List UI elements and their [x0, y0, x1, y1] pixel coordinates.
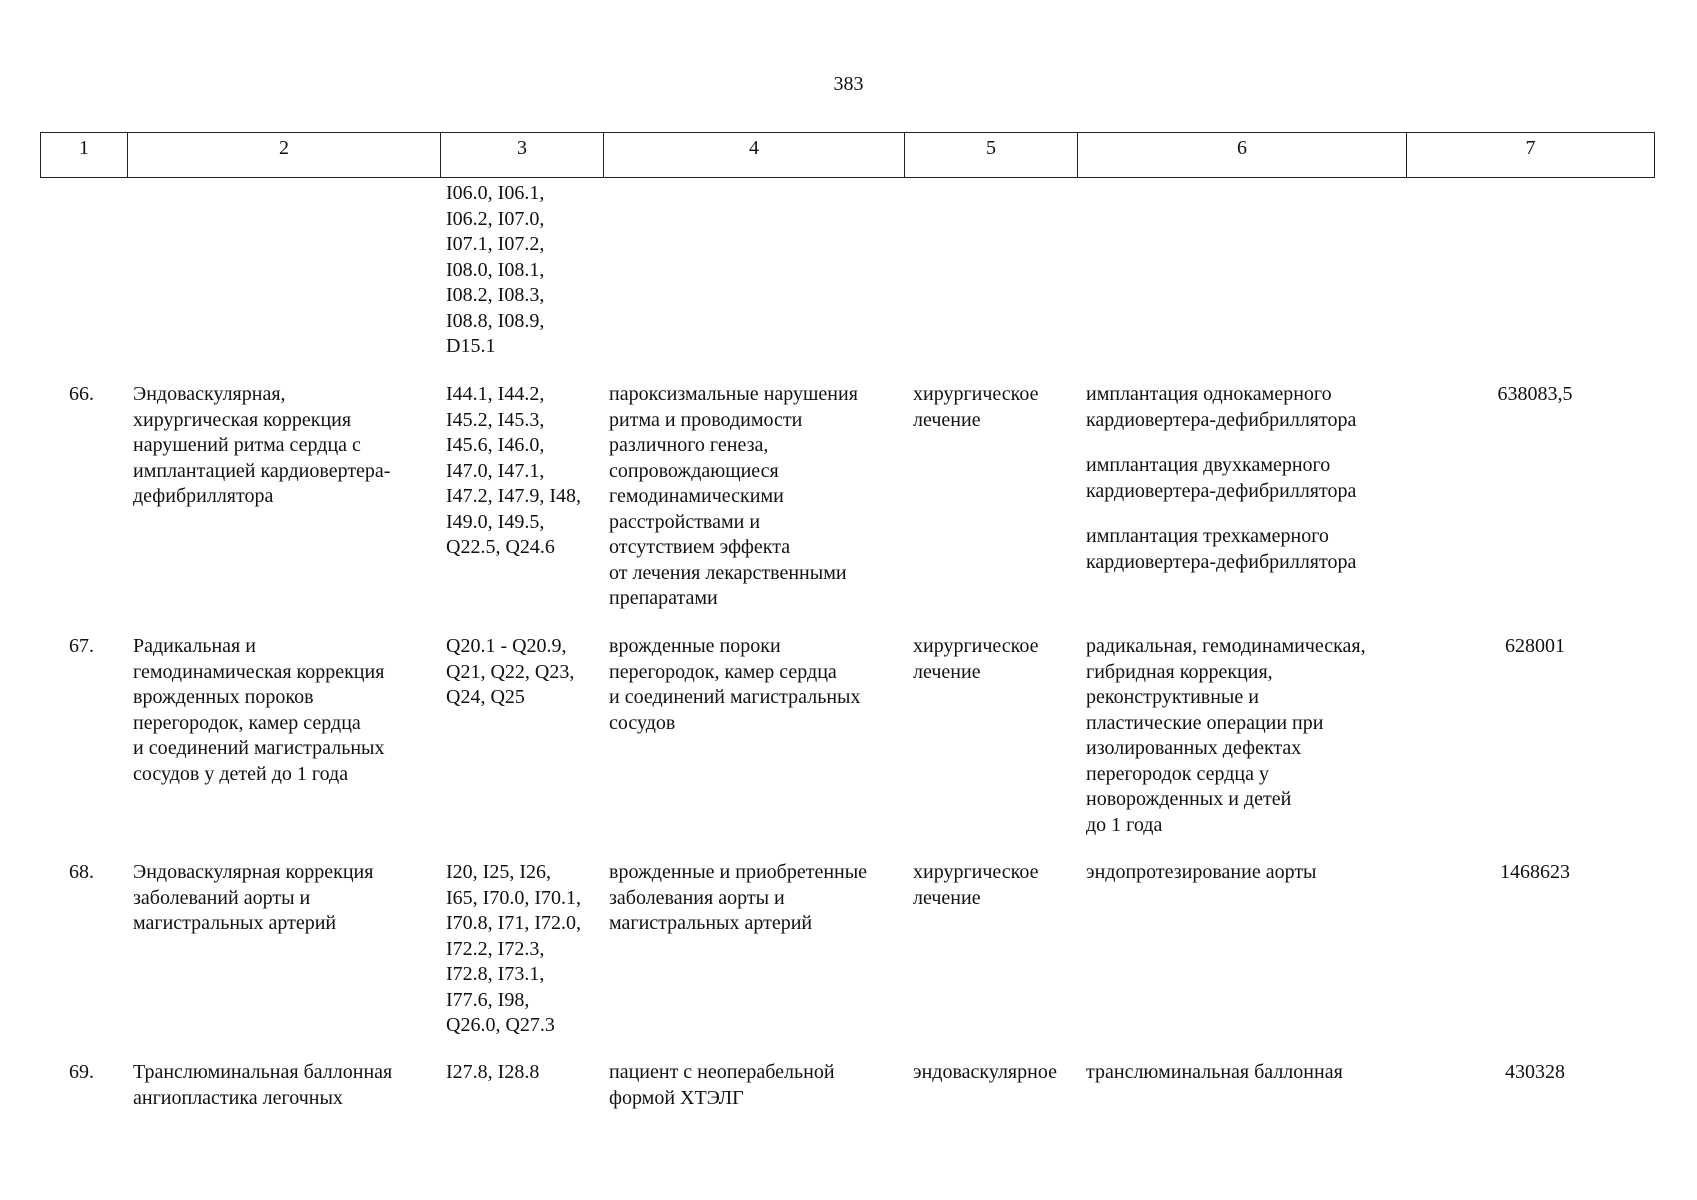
header-col-3: 3: [441, 133, 604, 178]
code-line: Q24, Q25: [446, 686, 525, 708]
name-line: сосудов у детей до 1 года: [133, 762, 349, 785]
row-methods: [1086, 860, 1317, 886]
row-name: [133, 634, 384, 787]
code-line: I27.8, I28.8: [446, 1061, 540, 1083]
method-line: кардиовертера-дефибриллятора: [1086, 408, 1357, 431]
code-line: I08.2, I08.3,: [446, 284, 545, 306]
header-col-5: 5: [905, 133, 1078, 178]
method-line: новорожденных и детей: [1086, 788, 1292, 810]
row-number: 66.: [69, 383, 94, 405]
method-line: перегородок сердца у: [1086, 762, 1269, 785]
method-line: реконструктивные и: [1086, 686, 1259, 708]
treatment-line: лечение: [913, 408, 981, 431]
row-treatment: [913, 1060, 1057, 1086]
name-line: дефибриллятора: [133, 485, 274, 507]
row-number: 67.: [69, 635, 94, 657]
row-methods: [1086, 382, 1356, 575]
header-col-6: 6: [1078, 133, 1407, 178]
method-line: имплантация однокамерного: [1086, 383, 1332, 405]
treatment-line: лечение: [913, 660, 981, 683]
header-col-2: 2: [128, 133, 441, 178]
header-col-1: 1: [41, 133, 128, 178]
row-treatment: [913, 634, 1038, 685]
name-line: врожденных пороков: [133, 686, 314, 708]
model-line: перегородок, камер сердца: [609, 660, 837, 683]
method-line: изолированных дефектах: [1086, 737, 1302, 759]
name-line: перегородок, камер сердца: [133, 711, 361, 734]
row-model: [609, 382, 858, 612]
code-line: I07.1, I07.2,: [446, 233, 545, 255]
treatment-line: лечение: [913, 886, 981, 909]
row-methods: [1086, 1060, 1343, 1086]
model-line: и соединений магистральных: [609, 686, 861, 708]
code-line: I47.2, I47.9, I48,: [446, 485, 581, 507]
model-line: магистральных артерий: [609, 912, 813, 934]
code-line: I06.0, I06.1,: [446, 182, 545, 204]
method-line: кардиовертера-дефибриллятора: [1086, 550, 1357, 573]
method-line: имплантация двухкамерного: [1086, 454, 1331, 476]
code-line: D15.1: [446, 335, 496, 357]
treatment-line: хирургическое: [913, 861, 1039, 883]
code-line: Q20.1 - Q20.9,: [446, 635, 567, 657]
name-line: хирургическая коррекция: [133, 408, 352, 431]
row-cost: 628001: [1505, 635, 1565, 657]
code-line: I44.1, I44.2,: [446, 383, 545, 405]
row-cost: 1468623: [1500, 861, 1570, 883]
code-line: I72.2, I72.3,: [446, 937, 545, 960]
code-line: I45.6, I46.0,: [446, 434, 545, 456]
code-line: I65, I70.0, I70.1,: [446, 886, 581, 909]
row-methods: [1086, 634, 1366, 838]
method-line: имплантация трехкамерного: [1086, 525, 1329, 547]
header-col-4: 4: [604, 133, 905, 178]
code-line: Q26.0, Q27.3: [446, 1014, 555, 1036]
name-line: Радикальная и: [133, 635, 256, 657]
method-line: пластические операции при: [1086, 711, 1324, 734]
name-line: гемодинамическая коррекция: [133, 660, 385, 683]
code-line: I06.2, I07.0,: [446, 207, 545, 230]
model-line: врожденные пороки: [609, 635, 781, 657]
name-line: имплантацией кардиовертера-: [133, 459, 391, 482]
code-line: Q22.5, Q24.6: [446, 536, 555, 558]
code-line: I47.0, I47.1,: [446, 459, 545, 482]
model-line: пароксизмальные нарушения: [609, 383, 858, 405]
treatment-line: хирургическое: [913, 635, 1039, 657]
continuation-codes: [446, 181, 544, 360]
row-codes: [446, 634, 574, 711]
code-line: Q21, Q22, Q23,: [446, 660, 575, 683]
row-cost: 638083,5: [1497, 383, 1573, 405]
code-line: I70.8, I71, I72.0,: [446, 912, 581, 934]
table-header: [40, 132, 1655, 178]
model-line: от лечения лекарственными: [609, 561, 847, 584]
row-name: [133, 382, 390, 510]
method-line: эндопротезирование аорты: [1086, 861, 1317, 883]
model-line: пациент с неоперабельной: [609, 1061, 835, 1083]
code-line: I08.0, I08.1,: [446, 258, 545, 281]
name-line: Эндоваскулярная коррекция: [133, 861, 374, 883]
model-line: врожденные и приобретенные: [609, 861, 868, 883]
page-number: 383: [833, 73, 864, 95]
method-line: радикальная, гемодинамическая,: [1086, 635, 1366, 657]
name-line: магистральных артерий: [133, 912, 337, 934]
code-line: I45.2, I45.3,: [446, 408, 545, 431]
name-line: нарушений ритма сердца с: [133, 434, 361, 456]
name-line: Эндоваскулярная,: [133, 383, 286, 405]
model-line: сопровождающиеся: [609, 459, 779, 482]
method-line: до 1 года: [1086, 813, 1163, 836]
row-model: [609, 1060, 835, 1111]
code-line: I08.8, I08.9,: [446, 309, 545, 332]
header-col-7: 7: [1407, 133, 1655, 178]
row-number: 68.: [69, 861, 94, 883]
method-line: кардиовертера-дефибриллятора: [1086, 479, 1357, 502]
treatment-line: эндоваскулярное: [913, 1061, 1057, 1083]
row-treatment: [913, 382, 1038, 433]
method-line: гибридная коррекция,: [1086, 660, 1273, 683]
row-codes: [446, 860, 581, 1039]
row-treatment: [913, 860, 1038, 911]
name-line: и соединений магистральных: [133, 737, 385, 759]
row-model: [609, 860, 867, 937]
row-codes: [446, 382, 581, 561]
model-line: формой ХТЭЛГ: [609, 1086, 744, 1109]
name-line: Транслюминальная баллонная: [133, 1061, 393, 1083]
row-codes: [446, 1060, 539, 1086]
name-line: заболеваний аорты и: [133, 886, 311, 909]
model-line: препаратами: [609, 587, 718, 609]
model-line: расстройствами и: [609, 510, 761, 533]
model-line: заболевания аорты и: [609, 886, 785, 909]
model-line: сосудов: [609, 711, 676, 734]
code-line: I20, I25, I26,: [446, 861, 551, 883]
row-name: [133, 1060, 392, 1111]
row-model: [609, 634, 860, 736]
model-line: ритма и проводимости: [609, 408, 803, 431]
treatment-line: хирургическое: [913, 383, 1039, 405]
row-cost: 430328: [1505, 1061, 1565, 1083]
model-line: гемодинамическими: [609, 485, 784, 507]
code-line: I77.6, I98,: [446, 988, 530, 1011]
model-line: различного генеза,: [609, 434, 769, 456]
row-number: 69.: [69, 1061, 94, 1083]
code-line: I72.8, I73.1,: [446, 963, 545, 985]
name-line: ангиопластика легочных: [133, 1086, 343, 1109]
model-line: отсутствием эффекта: [609, 536, 791, 558]
code-line: I49.0, I49.5,: [446, 510, 545, 533]
row-name: [133, 860, 373, 937]
method-line: транслюминальная баллонная: [1086, 1061, 1343, 1083]
